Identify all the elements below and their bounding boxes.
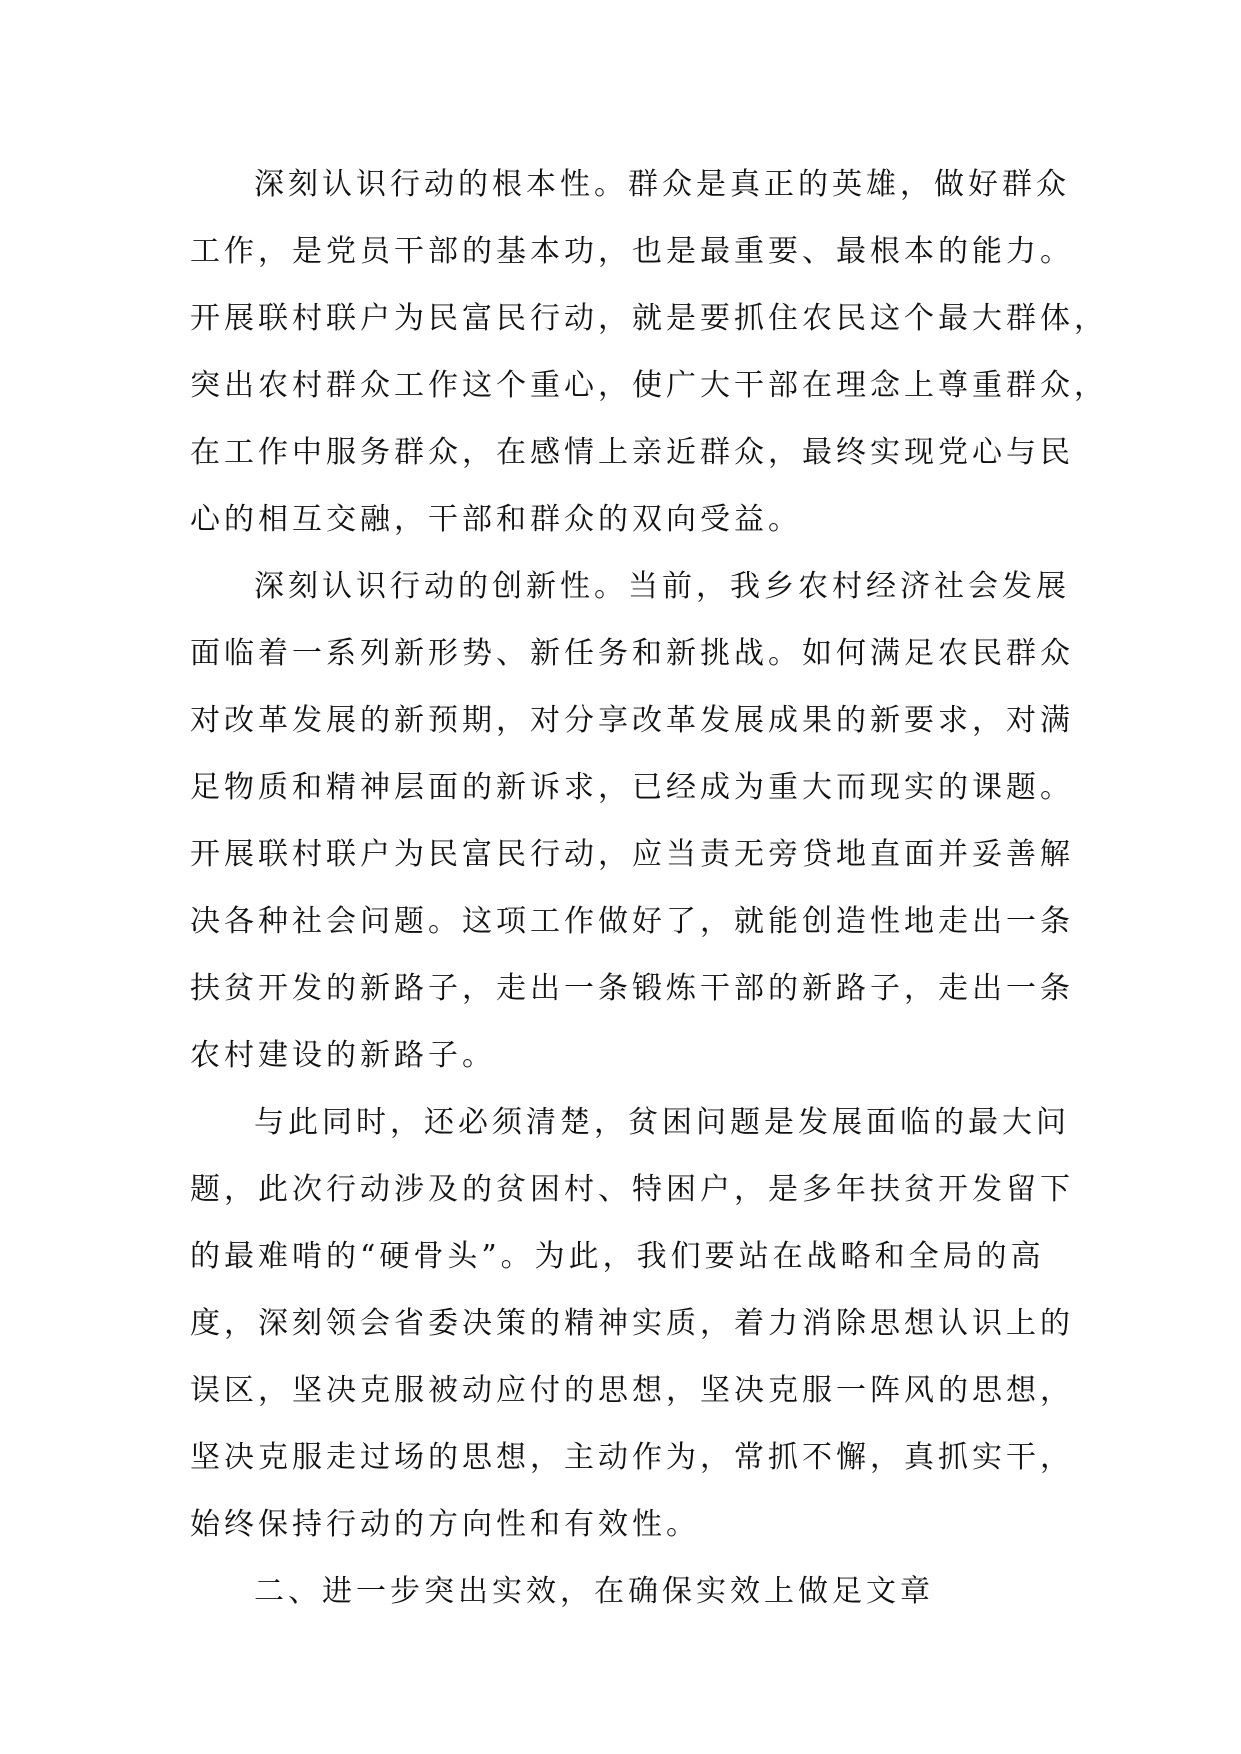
text-line: 坚决克服走过场的思想，主动作为，常抓不懈，真抓实干， [190, 1440, 1074, 1475]
text-line: 对改革发展的新预期，对分享改革发展成果的新要求，对满 [190, 703, 1074, 738]
section-heading [190, 1558, 1050, 1625]
text-line: 足物质和精神层面的新诉求，已经成为重大而现实的课题。 [190, 770, 1074, 805]
text-line: 在工作中服务群众，在感情上亲近群众，最终实现党心与民 [190, 435, 1074, 470]
paragraph-poverty-issue [190, 1089, 1074, 1558]
heading-line: 二、进一步突出实效，在确保实效上做足文章 [254, 1574, 934, 1609]
text-line: 与此同时，还必须清楚，贫困问题是发展面临的最大问 [254, 1105, 1070, 1140]
text-line: 题，此次行动涉及的贫困村、特困户，是多年扶贫开发留下 [190, 1172, 1074, 1207]
text-line: 扶贫开发的新路子，走出一条锻炼干部的新路子，走出一条 [190, 971, 1074, 1006]
text-line: 面临着一系列新形势、新任务和新挑战。如何满足农民群众 [190, 636, 1074, 671]
paragraph-innovative-nature [190, 553, 1074, 1089]
paragraph-fundamental-nature [190, 151, 1108, 553]
text-line: 的最难啃的“硬骨头”。为此，我们要站在战略和全局的高 [190, 1239, 1045, 1274]
text-line: 开展联村联户为民富民行动，应当责无旁贷地直面并妥善解 [190, 837, 1074, 872]
text-line: 农村建设的新路子。 [190, 1038, 496, 1073]
text-line: 度，深刻领会省委决策的精神实质，着力消除思想认识上的 [190, 1306, 1074, 1341]
text-line: 心的相互交融，干部和群众的双向受益。 [190, 502, 802, 537]
text-line: 决各种社会问题。这项工作做好了，就能创造性地走出一条 [190, 904, 1074, 939]
document-body [190, 151, 1108, 1625]
text-line: 工作，是党员干部的基本功，也是最重要、最根本的能力。 [190, 234, 1074, 269]
text-line: 突出农村群众工作这个重心，使广大干部在理念上尊重群众， [190, 368, 1108, 403]
text-line: 始终保持行动的方向性和有效性。 [190, 1507, 700, 1542]
text-line: 开展联村联户为民富民行动，就是要抓住农民这个最大群体， [190, 301, 1108, 336]
text-line: 深刻认识行动的根本性。群众是真正的英雄，做好群众 [254, 167, 1070, 202]
text-line: 深刻认识行动的创新性。当前，我乡农村经济社会发展 [254, 569, 1070, 604]
text-line: 误区，坚决克服被动应付的思想，坚决克服一阵风的思想， [190, 1373, 1074, 1408]
